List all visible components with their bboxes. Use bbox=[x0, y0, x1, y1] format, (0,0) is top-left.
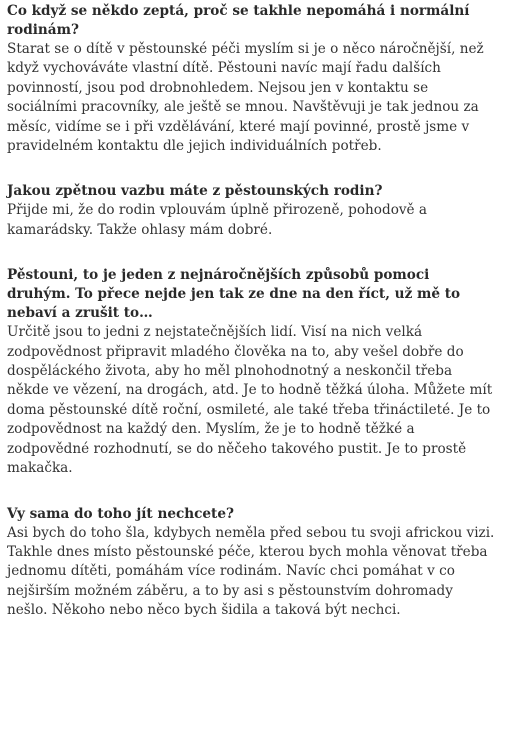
answer-paragraph: Starat se o dítě v pěstounské péči myslím si je o něco náročnější, než když vychováváte vlastní dítě. Pěstouni navíc mají řadu dalších povinností, jsou pod drobnohledem. Nejsou jen v kontaktu se sociálními pracovníky, ale ještě se mnou. Navštěvuji je tak jednou za měsíc, vidíme se i při vzdělávání, které mají povinné, prostě jsme v pravidelném kontaktu dle jejich individuálních potřeb. bbox=[7, 41, 484, 155]
qa-block-4 bbox=[7, 505, 497, 621]
answer-paragraph: Asi bych do toho šla, kdybych neměla před sebou tu svoji africkou vizi. Takhle dnes místo pěstounské péče, kterou bych mohla věnovat třeba jednomu dítěti, pomáhám více rodinám. Navíc chci pomáhat v co nejširším možném záběru, a to by asi s pěstounstvím dohromady nešlo. Někoho nebo něco bych šidila a taková být nechci. bbox=[7, 524, 495, 619]
question-heading: Pěstouni, to je jeden z nejnáročnějších způsobů pomoci druhým. To přece nejde jen tak ze dne na den říct, už mě to nebaví a zrušit to… bbox=[7, 267, 461, 322]
answer-paragraph: Přijde mi, že do rodin vplouvám úplně přirozeně, pohodově a kamarádsky. Takže ohlasy mám dobré. bbox=[7, 202, 428, 238]
qa-block-1 bbox=[7, 2, 497, 156]
qa-block-2 bbox=[7, 182, 497, 240]
answer-paragraph: Určitě jsou to jedni z nejstatečnějších lidí. Visí na nich velká zodpovědnost připravit mladého člověka na to, aby vešel dobře do dospěláckého života, aby ho měl plnohodnotný a neskončil třeba někde ve vězení, na drogách, atd. Je to hodně těžká úloha. Můžete mít doma pěstounské dítě roční, osmileté, ale také třeba třináctileté. Je to zodpovědnost na každý den. Myslím, že je to hodně těžké a zodpovědné rozhodnutí, se do něčeho takového pustit. Je to prostě makačka. bbox=[7, 324, 493, 477]
qa-block-3 bbox=[7, 266, 497, 478]
question-heading: Co když se někdo zeptá, proč se takhle nepomáhá i normální rodinám? bbox=[7, 3, 470, 38]
question-heading: Jakou zpětnou vazbu máte z pěstounských rodin? bbox=[7, 183, 383, 200]
question-heading: Vy sama do toho jít nechcete? bbox=[7, 505, 234, 522]
